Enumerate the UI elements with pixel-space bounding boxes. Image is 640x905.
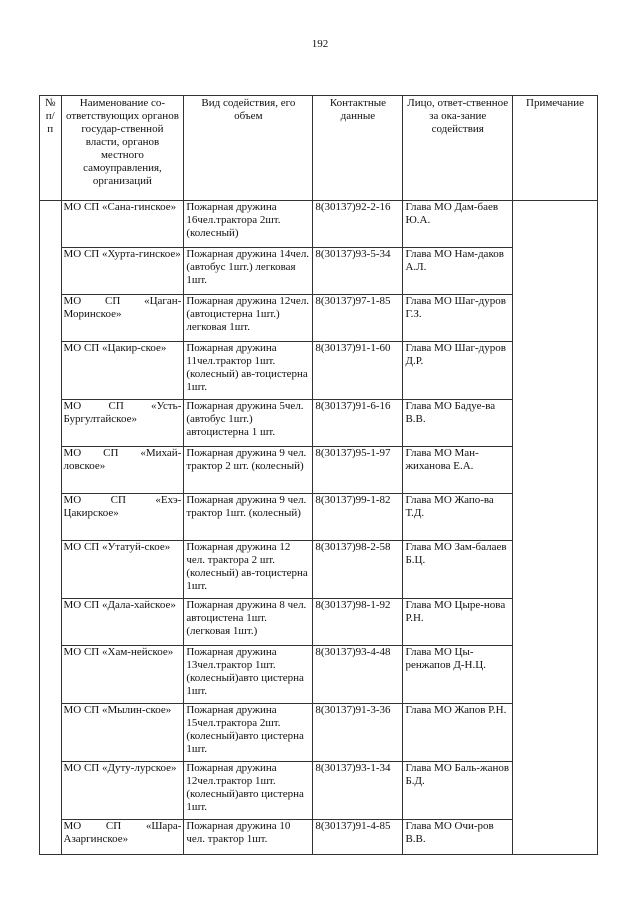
assistance-cell: Пожарная дружина 8 чел. автоцистена 1шт. (легковая 1шт.): [184, 599, 313, 646]
contact-cell: 8(30137)98-2-58: [313, 541, 403, 599]
assistance-cell: Пожарная дружина 5чел. (автобус 1шт.) автоцистерна 1 шт.: [184, 400, 313, 447]
person-cell: Глава МО Шаг-дуров Г.З.: [403, 295, 513, 342]
organization-cell: МО СП «Ехэ-Цакирское»: [61, 494, 184, 541]
contact-cell: 8(30137)91-4-85: [313, 820, 403, 855]
contact-cell: 8(30137)91-6-16: [313, 400, 403, 447]
assistance-cell: Пожарная дружина 11чел.трактор 1шт.(колесный) ав-тоцистерна 1шт.: [184, 342, 313, 400]
organization-cell: МО СП «Дуту-лурское»: [61, 762, 184, 820]
header-responsible-person: Лицо, ответ-ственное за ока-зание содействия: [403, 96, 513, 201]
row-number-cell: [40, 201, 62, 855]
organization-cell: МО СП «Хам-нейское»: [61, 646, 184, 704]
assistance-cell: Пожарная дружина 13чел.трактор 1шт.(колесный)авто цистерна 1шт.: [184, 646, 313, 704]
contact-cell: 8(30137)93-1-34: [313, 762, 403, 820]
person-cell: Глава МО Бадуе-ва В.В.: [403, 400, 513, 447]
assistance-cell: Пожарная дружина 9 чел. трактор 1шт. (колесный): [184, 494, 313, 541]
header-organization: Наименование со-ответствующих органов государ-ственной власти, органов местного самоуправления, организаций: [61, 96, 184, 201]
table-row: [40, 201, 598, 248]
organization-cell: МО СП «Дала-хайское»: [61, 599, 184, 646]
contact-cell: 8(30137)92-2-16: [313, 201, 403, 248]
organization-cell: МО СП «Сана-гинское»: [61, 201, 184, 248]
person-cell: Глава МО Жапо-ва Т.Д.: [403, 494, 513, 541]
page-number: 192: [311, 38, 329, 50]
assistance-cell: Пожарная дружина 14чел. (автобус 1шт.) легковая 1шт.: [184, 248, 313, 295]
assistance-cell: Пожарная дружина 12чел.трактор 1шт.(колесный)авто цистерна 1шт.: [184, 762, 313, 820]
contact-cell: 8(30137)95-1-97: [313, 447, 403, 494]
person-cell: Глава МО Дам-баев Ю.А.: [403, 201, 513, 248]
organization-cell: МО СП «Шара-Азаргинское»: [61, 820, 184, 855]
contact-cell: 8(30137)93-5-34: [313, 248, 403, 295]
table-body: [40, 201, 598, 855]
person-cell: Глава МО Баль-жанов Б.Д.: [403, 762, 513, 820]
organization-cell: МО СП «Мылин-ское»: [61, 704, 184, 762]
header-contacts: Контактные данные: [313, 96, 403, 201]
person-cell: Глава МО Зам-балаев Б.Ц.: [403, 541, 513, 599]
assistance-cell: Пожарная дружина 15чел.трактора 2шт.(колесный)авто цистерна 1шт.: [184, 704, 313, 762]
contact-cell: 8(30137)99-1-82: [313, 494, 403, 541]
organization-cell: МО СП «Хурта-гинское»: [61, 248, 184, 295]
person-cell: Глава МО Очи-ров В.В.: [403, 820, 513, 855]
assistance-cell: Пожарная дружина 16чел.трактора 2шт.(колесный): [184, 201, 313, 248]
person-cell: Глава МО Нам-даков А.Л.: [403, 248, 513, 295]
contact-cell: 8(30137)91-1-60: [313, 342, 403, 400]
assistance-cell: Пожарная дружина 12 чел. трактора 2 шт. (колесный) ав-тоцистерна 1шт.: [184, 541, 313, 599]
organization-cell: МО СП «Цакир-ское»: [61, 342, 184, 400]
organization-cell: МО СП «Утатуй-ское»: [61, 541, 184, 599]
organization-cell: МО СП «Цаган-Моринское»: [61, 295, 184, 342]
contact-cell: 8(30137)91-3-36: [313, 704, 403, 762]
assistance-cell: Пожарная дружина 9 чел. трактор 2 шт. (колесный): [184, 447, 313, 494]
assistance-cell: Пожарная дружина 12чел. (автоцистерна 1шт.) легковая 1шт.: [184, 295, 313, 342]
person-cell: Глава МО Ман-жиханова Е.А.: [403, 447, 513, 494]
person-cell: Глава МО Жапов Р.Н.: [403, 704, 513, 762]
assistance-table: [39, 95, 598, 855]
person-cell: Глава МО Цы-ренжапов Д-Н.Ц.: [403, 646, 513, 704]
organization-cell: МО СП «Усть-Бургултайское»: [61, 400, 184, 447]
person-cell: Глава МО Цыре-нова Р.Н.: [403, 599, 513, 646]
contact-cell: 8(30137)97-1-85: [313, 295, 403, 342]
header-num: № п/ п: [40, 96, 62, 201]
table-header-row: [40, 96, 598, 201]
organization-cell: МО СП «Михай-ловское»: [61, 447, 184, 494]
contact-cell: 8(30137)98-1-92: [313, 599, 403, 646]
assistance-cell: Пожарная дружина 10 чел. трактор 1шт.: [184, 820, 313, 855]
header-assistance-type: Вид содействия, его объем: [184, 96, 313, 201]
note-cell: [513, 201, 598, 855]
person-cell: Глава МО Шаг-дуров Д.Р.: [403, 342, 513, 400]
header-note: Примечание: [513, 96, 598, 201]
contact-cell: 8(30137)93-4-48: [313, 646, 403, 704]
